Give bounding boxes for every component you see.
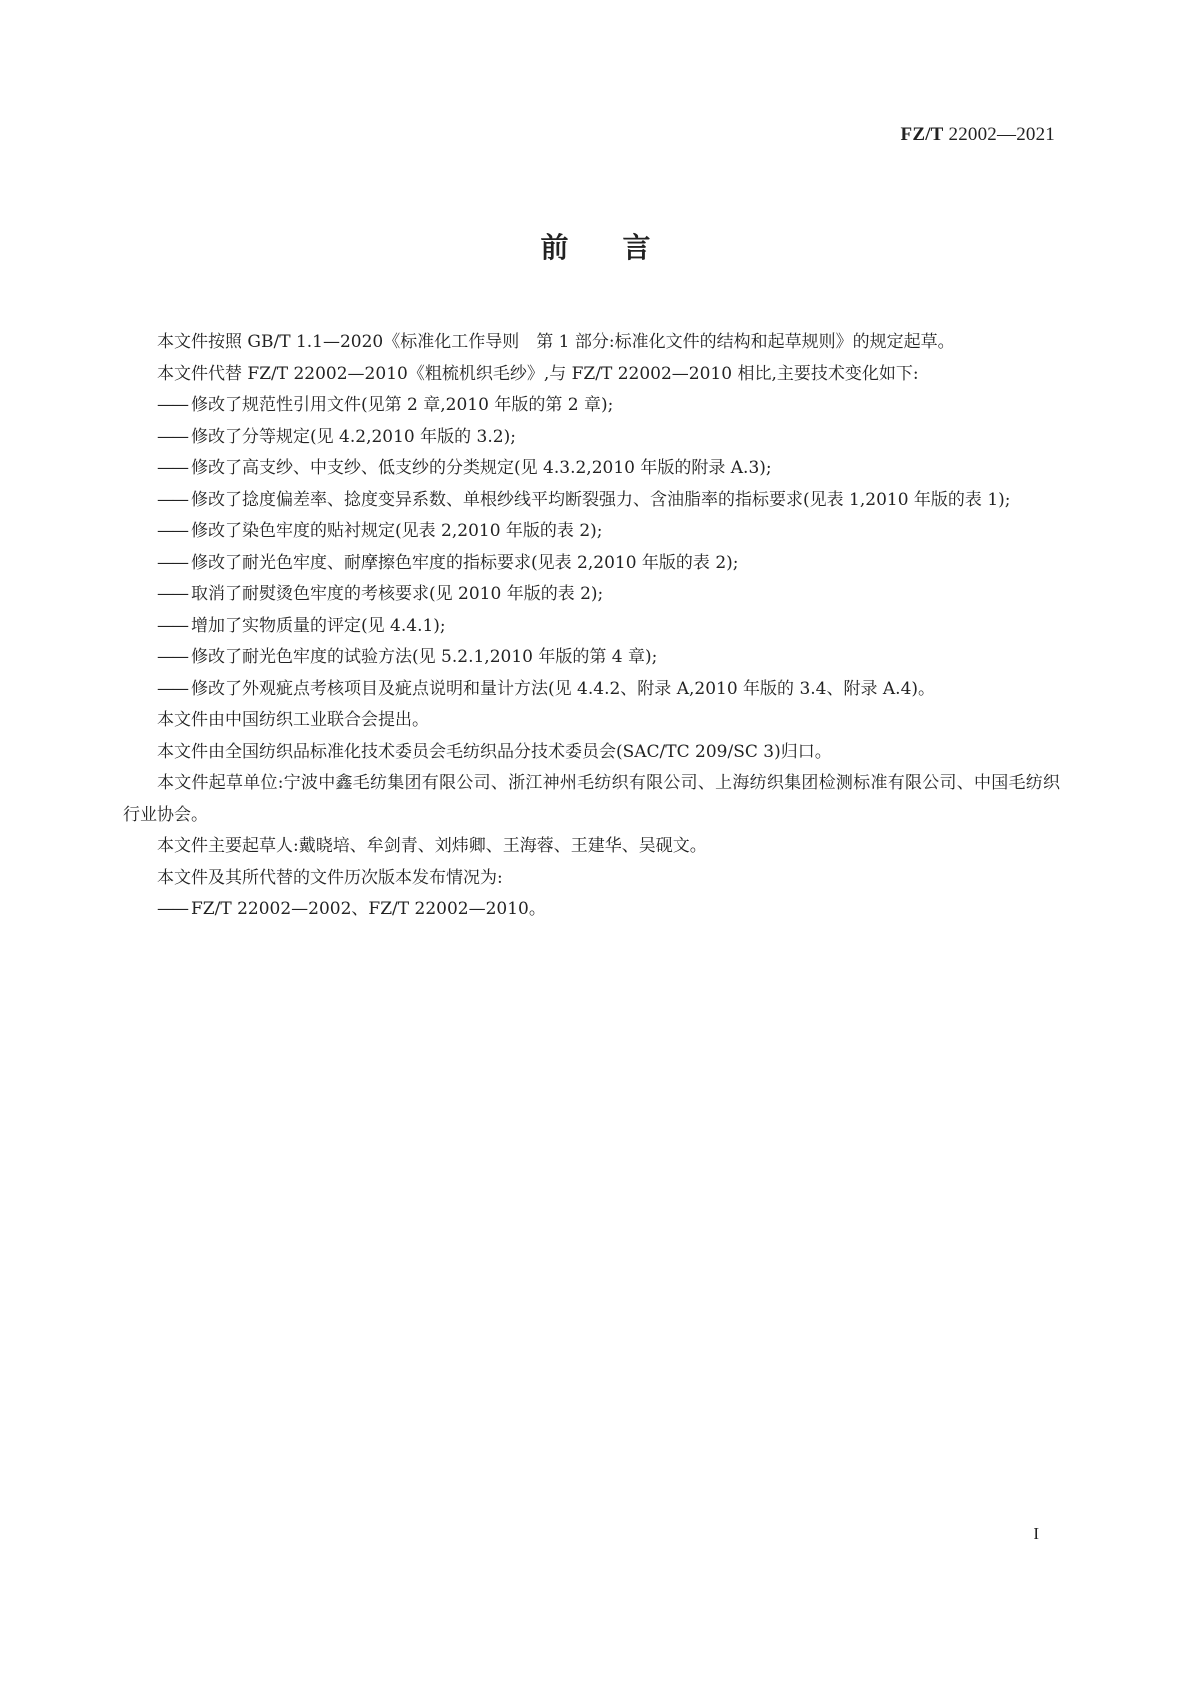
change-text: 修改了分等规定(见 4.2,2010 年版的 3.2); <box>191 426 516 447</box>
foreword-body <box>123 327 1060 926</box>
change-list-item <box>157 485 1060 517</box>
intro-paragraph: 本文件代替 FZ/T 22002—2010《粗梳机织毛纱》,与 FZ/T 22002—2010 相比,主要技术变化如下: <box>157 363 919 384</box>
committee-paragraph: 本文件由全国纺织品标准化技术委员会毛纺织品分技术委员会(SAC/TC 209/SC 3)归口。 <box>157 741 832 762</box>
history-text: FZ/T 22002—2002、FZ/T 22002—2010。 <box>191 899 546 919</box>
change-text: 修改了染色牢度的贴衬规定(见表 2,2010 年版的表 2); <box>191 521 603 541</box>
list-dash: —— <box>157 395 187 415</box>
document-code-prefix: FZ/T <box>900 124 944 145</box>
change-list-item <box>157 390 1060 422</box>
change-text: 修改了耐光色牢度的试验方法(见 5.2.1,2010 年版的第 4 章); <box>191 647 658 667</box>
document-code <box>901 124 1055 146</box>
change-text: 修改了捻度偏差率、捻度变异系数、单根纱线平均断裂强力、含油脂率的指标要求(见表 1,2010 年版的表 1); <box>191 489 1011 510</box>
change-list-item <box>157 674 1060 706</box>
list-dash: —— <box>157 584 187 604</box>
change-list-item <box>157 611 1060 643</box>
list-dash: —— <box>157 678 187 699</box>
change-text: 修改了规范性引用文件(见第 2 章,2010 年版的第 2 章); <box>191 395 614 415</box>
change-text: 修改了高支纱、中支纱、低支纱的分类规定(见 4.3.2,2010 年版的附录 A.3); <box>191 458 772 478</box>
list-dash: —— <box>157 458 187 478</box>
page-number: I <box>1033 1524 1039 1543</box>
list-dash: —— <box>157 647 187 667</box>
change-text: 增加了实物质量的评定(见 4.4.1); <box>191 615 446 636</box>
change-list-item <box>157 422 1060 454</box>
change-list-item <box>157 642 1060 674</box>
change-text: 取消了耐熨烫色牢度的考核要求(见 2010 年版的表 2); <box>191 584 604 604</box>
list-dash: —— <box>157 899 187 919</box>
list-dash: —— <box>157 521 187 541</box>
change-list-item <box>157 453 1060 485</box>
drafters-paragraph: 本文件主要起草人:戴晓培、牟剑青、刘炜卿、王海蓉、王建华、吴砚文。 <box>157 836 707 856</box>
list-dash: —— <box>157 615 187 636</box>
change-text: 修改了外观疵点考核项目及疵点说明和量计方法(见 4.4.2、附录 A,2010 年版的 3.4、附录 A.4)。 <box>191 678 936 699</box>
change-list-item <box>157 579 1060 611</box>
drafting-units-paragraph: 本文件起草单位:宁波中鑫毛纺集团有限公司、浙江神州毛纺织有限公司、上海纺织集团检测标准有限公司、中国毛纺织行业协会。 <box>123 773 1060 825</box>
change-list-item <box>157 516 1060 548</box>
list-dash: —— <box>157 552 187 573</box>
change-list-item <box>157 548 1060 580</box>
page-title: 前言 <box>540 231 705 264</box>
list-dash: —— <box>157 426 187 447</box>
intro-paragraph: 本文件按照 GB/T 1.1—2020《标准化工作导则 第 1 部分:标准化文件的结构和起草规则》的规定起草。 <box>157 332 955 352</box>
list-dash: —— <box>157 489 187 510</box>
change-text: 修改了耐光色牢度、耐摩擦色牢度的指标要求(见表 2,2010 年版的表 2); <box>191 552 739 573</box>
document-code-number: 22002—2021 <box>948 124 1055 145</box>
history-list-item <box>157 894 1060 926</box>
proposer-paragraph: 本文件由中国纺织工业联合会提出。 <box>157 710 429 730</box>
history-intro-paragraph: 本文件及其所代替的文件历次版本发布情况为: <box>157 867 503 888</box>
